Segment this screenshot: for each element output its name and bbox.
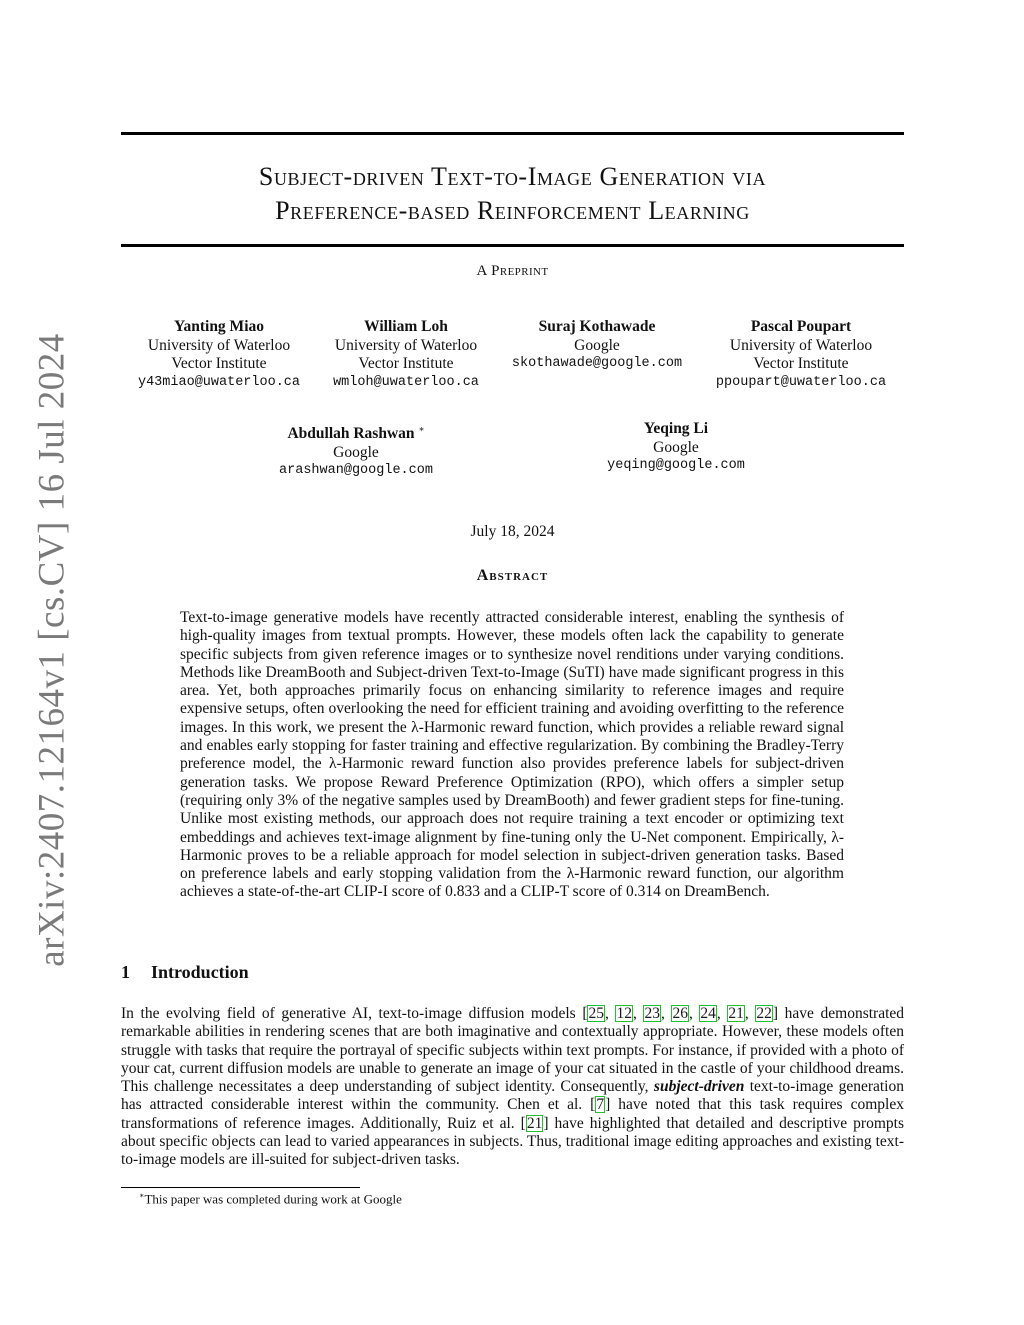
- intro-paragraph: In the evolving field of generative AI, text-to-image diffusion models [25, 12, 23, 26, 24, 21, 22] have demonstrated remarkable abilities in rendering scenes that are both imaginative and contextually appropriate. However, these models often struggle with tasks that require the portrayal of specific subjects within text prompts. For instance, if provided with a photo of your cat, current diffusion models are unable to generate an image of your cat situated in the castle of your childhood dreams. This challenge necessitates a deep understanding of subject identity. Consequently, subject-driven text-to-image generation has attracted considerable interest within the community. Chen et al. [7] have noted that this task requires complex transformations of reference images. Additionally, Ruiz et al. [21] have highlighted that detailed and descriptive prompts about specific objects can lead to varied appearances in subjects. Thus, traditional image editing approaches and existing text-to-image models are ill-suited for subject-driven tasks.: [121, 1005, 905, 1169]
- citation-link[interactable]: 21: [728, 1005, 744, 1022]
- intro-text: ] have highlighted that detailed and descriptive prompts about specific objects can lead to varied appearances in subjects. Thus, traditional image editing approaches and existing text-to-image models are ill-suited for subject-driven tasks.: [121, 1114, 904, 1169]
- author-affiliation: Vector Institute: [753, 355, 849, 372]
- author-email: arashwan@google.com: [279, 463, 433, 479]
- intro-text: ] have noted that this task requires complex transformations of reference images. Additionally, Ruiz et al. [: [121, 1096, 904, 1132]
- author-affiliation: University of Waterloo: [334, 336, 478, 354]
- intro-text: text-to-image generation has attracted considerable interest within the community. Chen et al. [: [121, 1078, 904, 1114]
- author-affiliation: Google: [653, 438, 699, 456]
- intro-text: ] have demonstrated remarkable abilities in rendering scenes that are both imaginative and contextually appropriate. However, these models often struggle with tasks that require the portrayal of specific subjects within text prompts. For instance, if provided with a photo of your cat, current diffusion models are unable to generate an image of your cat situated in the castle of your childhood dreams. This challenge necessitates a deep understanding of subject identity. Consequently,: [121, 1005, 905, 1096]
- section-number: 1: [121, 962, 130, 982]
- author-block: [566, 420, 786, 476]
- footnote-rule: [121, 1187, 360, 1188]
- section-title: Introduction: [151, 962, 249, 982]
- author-affiliation: Vector Institute: [171, 355, 267, 372]
- author-block: [487, 318, 707, 374]
- title-bottom-rule: [121, 244, 904, 247]
- author-email: wmloh@uwaterloo.ca: [333, 374, 479, 390]
- arxiv-identifier: arXiv:2407.12164v1 [cs.CV] 16 Jul 2024: [31, 333, 73, 967]
- author-name: Suraj Kothawade: [538, 318, 656, 335]
- citation-link[interactable]: 7: [596, 1096, 605, 1114]
- citation-link[interactable]: 12: [616, 1005, 632, 1022]
- citation-link[interactable]: 23: [644, 1005, 660, 1022]
- citation-link[interactable]: 26: [672, 1005, 688, 1022]
- author-email: ppoupart@uwaterloo.ca: [715, 374, 887, 390]
- author-name: Yeqing Li: [643, 420, 709, 437]
- author-footnote-mark: ∗: [418, 424, 425, 434]
- footnote-text: This paper was completed during work at Google: [144, 1191, 402, 1207]
- author-affiliation: University of Waterloo: [147, 336, 291, 354]
- title-line-2: Preference-based Reinforcement Learning: [275, 196, 750, 225]
- author-name: [246, 420, 466, 444]
- intro-emphasis: subject-driven: [653, 1078, 745, 1096]
- author-name: Yanting Miao: [174, 318, 264, 335]
- preprint-label: A Preprint: [476, 263, 549, 279]
- footnote: [139, 1191, 402, 1207]
- section-heading: [121, 962, 249, 983]
- citation-link[interactable]: 21: [526, 1114, 543, 1132]
- abstract-body: Text-to-image generative models have recently attracted considerable interest, enabling the synthesis of high-quality images from textual prompts. However, these models often lack the capability to generate specific subjects from given reference images or to synthesize novel renditions under varying conditions. Methods like DreamBooth and Subject-driven Text-to-Image (SuTI) have made significant progress in this area. Yet, both approaches primarily focus on enhancing similarity to reference images and require expensive setups, often overlooking the need for efficient training and avoiding overfitting to the reference images. In this work, we present the λ-Harmonic reward function, which provides a reliable reward signal and enables early stopping for faster training and effective regularization. By combining the Bradley-Terry preference model, the λ-Harmonic reward function also provides preference labels for subject-driven generation tasks. We propose Reward Preference Optimization (RPO), which offers a simpler setup (requiring only 3% of the negative samples used by DreamBooth) and fewer gradient steps for fine-tuning. Unlike most existing methods, our approach does not require training a text encoder or optimizing text embeddings and achieves text-image alignment by fine-tuning only the U-Net component. Empirically, λ-Harmonic proves to be a reliable approach for model selection in subject-driven generation tasks. Based on preference labels and early stopping validation from the λ-Harmonic reward function, our algorithm achieves a state-of-the-art CLIP-I score of 0.833 and a CLIP-T score of 0.314 on DreamBench.: [180, 609, 844, 901]
- citation-link[interactable]: 24: [700, 1005, 716, 1022]
- citation-link[interactable]: 22: [756, 1005, 772, 1022]
- publication-date: July 18, 2024: [470, 523, 555, 540]
- author-email: skothawade@google.com: [511, 356, 683, 371]
- footnote-mark: ∗: [139, 1191, 145, 1200]
- author-name-text: Abdullah Rashwan: [287, 425, 415, 443]
- author-email: yeqing@google.com: [607, 458, 745, 473]
- citation-link[interactable]: 25: [588, 1005, 604, 1022]
- author-affiliation: University of Waterloo: [729, 336, 873, 354]
- author-email: y43miao@uwaterloo.ca: [137, 374, 301, 390]
- author-affiliation: Google: [333, 443, 379, 461]
- intro-text: In the evolving field of generative AI, text-to-image diffusion models [: [121, 1005, 588, 1022]
- author-name: Pascal Poupart: [750, 318, 852, 335]
- author-block: [246, 420, 466, 481]
- author-name: William Loh: [364, 318, 448, 335]
- author-block: [691, 318, 911, 392]
- author-affiliation: Google: [574, 336, 620, 354]
- author-affiliation: Vector Institute: [358, 355, 454, 372]
- title-line-1: Subject-driven Text-to-Image Generation via: [258, 162, 767, 191]
- abstract-heading: Abstract: [476, 567, 549, 584]
- paper-title: [121, 160, 904, 228]
- author-block: [296, 318, 516, 392]
- title-top-rule: [121, 132, 904, 135]
